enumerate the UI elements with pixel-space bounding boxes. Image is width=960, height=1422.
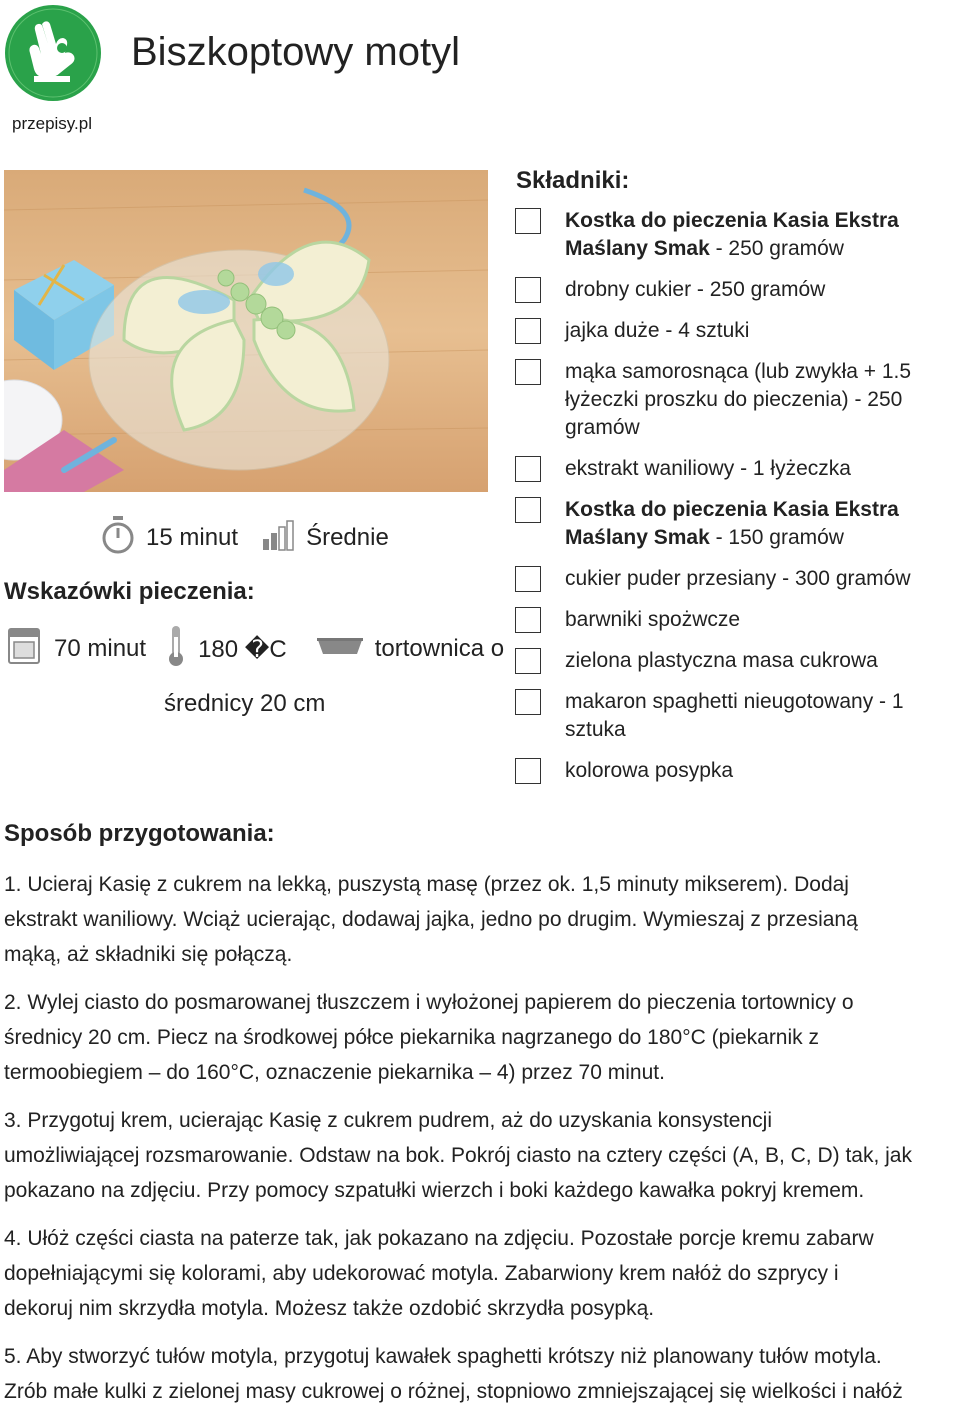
preparation-step [4, 1103, 956, 1208]
ingredient-item [515, 688, 955, 744]
preparation-step [4, 867, 956, 972]
time-value: 15 minut [146, 524, 239, 551]
ingredient-amount: - 250 gramów [565, 388, 903, 439]
thermometer-icon [166, 625, 186, 674]
ingredient-name: mąka samorosnąca (lub zwykła + 1.5 łyżeczki proszku do pieczenia) [565, 360, 912, 411]
step-line: umożliwiającej rozsmarowanie. Odstaw na bok. Pokrój ciasto na cztery części (A, B, C, D) tak, jak [4, 1144, 912, 1167]
step-line: 4. Ułóż części ciasta na paterze tak, jak pokazano na zdjęciu. Pozostałe porcje kremu zabarw [4, 1227, 874, 1250]
ingredient-text [565, 606, 955, 634]
ingredient-item [515, 757, 955, 785]
ingredient-amount: - 300 gramów [776, 567, 911, 590]
ingredient-name: drobny cukier [565, 278, 692, 301]
checkbox-icon[interactable] [515, 456, 541, 482]
ingredient-amount: - 250 gramów [709, 237, 844, 260]
cake-pan-icon [317, 635, 363, 663]
baking-tips-heading: Wskazówki pieczenia: [4, 578, 255, 605]
przepisy-logo-icon[interactable] [4, 4, 102, 102]
ingredient-text [565, 276, 955, 304]
checkbox-icon[interactable] [515, 497, 541, 523]
ingredient-name: kolorowa posypka [565, 759, 734, 782]
pan-value-continued: średnicy 20 cm [164, 690, 326, 717]
time-item [100, 515, 238, 562]
ingredient-item [515, 647, 955, 675]
step-line: 3. Przygotuj krem, ucierając Kasię z cukrem pudrem, aż do uzyskania konsystencji [4, 1109, 772, 1132]
ingredient-item [515, 565, 955, 593]
ingredient-name: Kostka do pieczenia Kasia Ekstra Maślany Smak [565, 498, 899, 549]
step-line: pokazano na zdjęciu. Przy pomocy szpatułki wierzch i boki każdego kawałka pokryj kremem. [4, 1179, 865, 1202]
ingredients-list [515, 207, 955, 798]
ingredient-amount: - 250 gramów [691, 278, 826, 301]
step-line: 5. Aby stworzyć tułów motyla, przygotuj kawałek spaghetti krótszy niż planowany tułów motyla. [4, 1345, 882, 1368]
step-line: dekoruj nim skrzydła motyla. Możesz także ozdobić skrzydła posypką. [4, 1297, 655, 1320]
baking-meta [8, 628, 504, 670]
ingredient-text [565, 317, 955, 345]
ingredient-text [565, 565, 955, 593]
checkbox-icon[interactable] [515, 566, 541, 592]
ingredient-name: ekstrakt waniliowy [565, 457, 735, 480]
checkbox-icon[interactable] [515, 318, 541, 344]
step-line: średnicy 20 cm. Piecz na środkowej półce piekarnika nagrzanego do 180°C (piekarnik z [4, 1026, 819, 1049]
ingredient-name: cukier puder przesiany [565, 567, 777, 590]
ingredient-text [565, 496, 955, 552]
ingredients-heading: Składniki: [516, 167, 630, 194]
checkbox-icon[interactable] [515, 277, 541, 303]
checkbox-icon[interactable] [515, 359, 541, 385]
ingredient-name: makaron spaghetti nieugotowany [565, 690, 874, 713]
ingredient-text [565, 647, 955, 675]
ingredient-amount: - 4 sztuki [659, 319, 750, 342]
ingredient-item [515, 455, 955, 483]
preparation-step [4, 985, 956, 1090]
preparation-steps [4, 867, 956, 1422]
difficulty-item [262, 519, 389, 558]
checkbox-icon[interactable] [515, 208, 541, 234]
pan-value: tortownica o [374, 635, 505, 662]
checkbox-icon[interactable] [515, 648, 541, 674]
ingredient-text [565, 757, 955, 785]
ingredient-item [515, 207, 955, 263]
recipe-photo [4, 170, 488, 492]
pan-item [317, 635, 504, 663]
ingredient-text [565, 207, 955, 263]
ingredient-item [515, 276, 955, 304]
recipe-meta [100, 518, 389, 558]
step-line: 1. Ucieraj Kasię z cukrem na lekką, puszystą masę (przez ok. 1,5 minuty mikserem). Dodaj [4, 873, 849, 896]
preparation-step [4, 1339, 956, 1409]
difficulty-bars-icon [262, 519, 294, 558]
ingredient-text [565, 688, 955, 744]
ingredient-item [515, 358, 955, 442]
ingredient-name: jajka duże [565, 319, 660, 342]
ingredient-amount: - 1 łyżeczka [734, 457, 851, 480]
ingredient-amount: - 150 gramów [709, 526, 844, 549]
ingredient-name: barwniki spożwcze [565, 608, 741, 631]
checkbox-icon[interactable] [515, 689, 541, 715]
step-line: termoobiegiem – do 160°C, oznaczenie piekarnika – 4) przez 70 minut. [4, 1061, 665, 1084]
ingredient-name: Kostka do pieczenia Kasia Ekstra Maślany Smak [565, 209, 899, 260]
step-line: dopełniającymi się kolorami, aby udekorować motyla. Zabarwiony krem nałóż do szprycy i [4, 1262, 839, 1285]
stopwatch-icon [100, 515, 136, 562]
bake-time-item [8, 628, 146, 671]
step-line: ekstrakt waniliowy. Wciąż ucierając, dodawaj jajka, jedno po drugim. Wymieszaj z przesianą [4, 908, 858, 931]
checkbox-icon[interactable] [515, 758, 541, 784]
preparation-heading: Sposób przygotowania: [4, 820, 275, 847]
oven-icon [8, 628, 40, 671]
bake-time-value: 70 minut [54, 635, 147, 662]
temperature-value: 180 �C [198, 635, 287, 663]
ingredient-text [565, 358, 955, 442]
step-line: Zrób małe kulki z zielonej masy cukrowej o różnej, stopniowo zmniejszającej się wielkości i nałóż [4, 1380, 903, 1403]
ingredient-item [515, 606, 955, 634]
ingredient-name: zielona plastyczna masa cukrowa [565, 649, 878, 672]
site-name[interactable]: przepisy.pl [12, 114, 92, 133]
difficulty-value: Średnie [306, 524, 389, 551]
step-line: 2. Wylej ciasto do posmarowanej tłuszczem i wyłożonej papierem do pieczenia tortownicy o [4, 991, 854, 1014]
step-line: mąką, aż składniki się połączą. [4, 943, 293, 966]
temperature-item [166, 625, 287, 674]
ingredient-text [565, 455, 955, 483]
ingredient-amount: - 1 sztuka [565, 690, 904, 741]
preparation-step [4, 1221, 956, 1326]
ingredient-item [515, 496, 955, 552]
checkbox-icon[interactable] [515, 607, 541, 633]
ingredient-item [515, 317, 955, 345]
recipe-title: Biszkoptowy motyl [131, 30, 460, 74]
